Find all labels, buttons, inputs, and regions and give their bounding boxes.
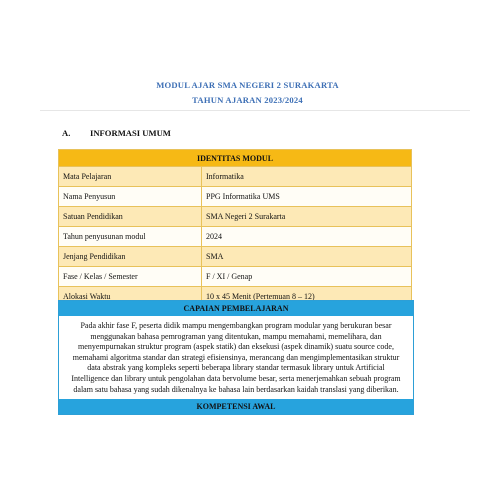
capaian-pembelajaran-text: Pada akhir fase F, peserta didik mampu mengembangkan program modular yang berukuran besar menggunakan bahasa pemrograman yang ditentukan, mampu memahami, memelihara, dan menyempurnakan struktur program (aspek statik) dan eksekusi (aspek dinamik) suatu source code, memahami algoritma standar dan strategi efisiensinya, merancang dan mengimplementasikan struktur data abstrak yang kompleks seperti beberapa library standar termasuk library untuk Artificial Intelligence dan library untuk pengolahan data bervolume besar, serta menerjemahkan sebuah program dalam satu bahasa yang sudah dikenalnya ke bahasa lain berdasarkan kaidah translasi yang diberikan. [59,316,413,399]
row-value: F / XI / Genap [202,267,412,287]
row-value: 10 x 45 Menit (Pertemuan 8 – 12) [202,287,412,307]
table-row [59,207,412,227]
row-label: Nama Penyusun [59,187,202,207]
row-label: Jenjang Pendidikan [59,247,202,267]
section-title: INFORMASI UMUM [90,128,171,138]
row-label: Satuan Pendidikan [59,207,202,227]
row-label: Mata Pelajaran [59,167,202,187]
row-label: Tahun penyusunan modul [59,227,202,247]
header-divider [40,110,470,111]
row-value: Informatika [202,167,412,187]
capaian-pembelajaran-box [58,300,414,415]
row-label: Fase / Kelas / Semester [59,267,202,287]
table-row [59,267,412,287]
section-heading [62,128,171,138]
capaian-pembelajaran-title: CAPAIAN PEMBELAJARAN [59,301,413,316]
identitas-modul-title: IDENTITAS MODUL [59,150,412,167]
row-value: SMA Negeri 2 Surakarta [202,207,412,227]
table-row [59,167,412,187]
table-row [59,227,412,247]
document-header-year: TAHUN AJARAN 2023/2024 [192,95,303,105]
row-value: SMA [202,247,412,267]
table-row [59,247,412,267]
identitas-modul-table [58,149,412,307]
table-row [59,187,412,207]
section-number: A. [62,128,71,138]
kompetensi-awal-title: KOMPETENSI AWAL [59,399,413,414]
document-header-school: MODUL AJAR SMA NEGERI 2 SURAKARTA [156,80,339,90]
row-value: PPG Informatika UMS [202,187,412,207]
row-value: 2024 [202,227,412,247]
row-label: Alokasi Waktu [59,287,202,307]
